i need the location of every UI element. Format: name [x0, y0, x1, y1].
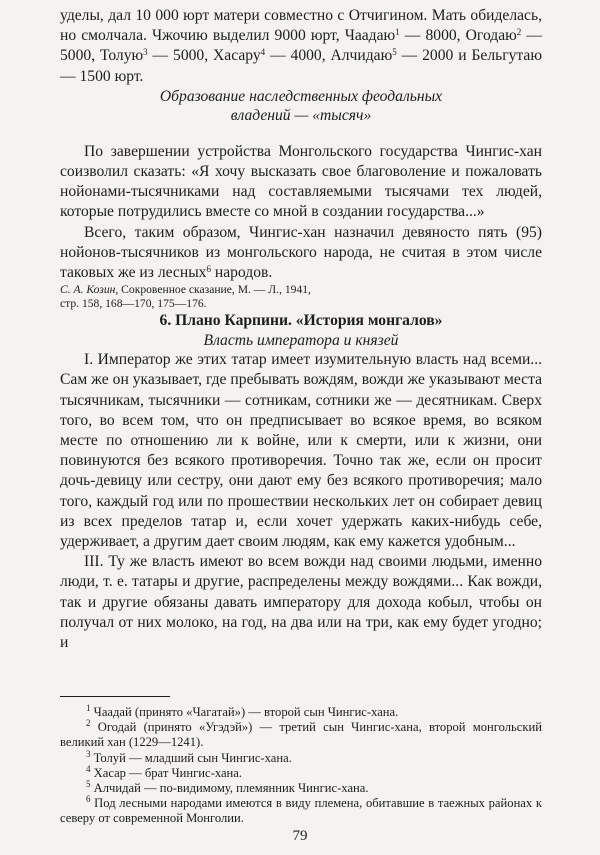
- footnote-marker-2: 2: [516, 27, 522, 38]
- footnote-marker-1: 1: [395, 27, 400, 38]
- paragraph-top: уделы, дал 10 000 юрт матери совместно с Отчигином. Мать обиделась, но смолчала. Чжочию выделил 9000 юрт, Чаадаю$^1$ — 8000, Огодаю$^2$ — 5000, Толую$^3$ — 5000, Хасару$^4$ — 4000, Алчидаю$^5$ — 2000 и Бельгутаю — 1500 юрт.: [60, 7, 542, 85]
- paragraph-summary: Всего, таким образом, Чингис-хан назначил девяносто пять (95) нойонов-тысячников из монгольского народа, не считая в этом числе таковых же из лесных$^6$ народов.: [60, 223, 542, 282]
- footnote-marker-4: 4: [260, 47, 266, 58]
- main-text: [60, 6, 542, 653]
- footnote-5: $^5$ Алчидай — по-видимому, племянник Чингис-хана.: [86, 779, 369, 796]
- section-heading: Образование наследственных феодальных владений — «тысяч»: [159, 87, 443, 124]
- footnote-3: $^3$ Толуй — младший сын Чингис-хана.: [86, 748, 292, 765]
- footnote-divider: [60, 696, 170, 697]
- footnote-6: $^6$ Под лесными народами имеются в виду племена, обитавшие в таежных районах к северу от современной Монголии.: [60, 794, 542, 826]
- footnote-marker-5: 5: [392, 47, 397, 58]
- footnote-1: $^1$ Чаадай (принято «Чагатай») — второй сын Чингис-хана.: [86, 703, 399, 719]
- chapter-title: 6. Плано Карпини. «История монгалов»: [159, 312, 443, 330]
- footnotes: [60, 696, 542, 827]
- source-citation: С. А. Козин, Сокровенное сказание, М. — Л., 1941, стр. 158, 168—170, 175—176.: [60, 283, 311, 311]
- subheading: Власть императора и князей: [203, 332, 399, 350]
- paragraph-decree: По завершении устройства Монгольского государства Чингис-хан соизволил сказать: «Я хочу высказать свое благоволение и пожаловать нойонами-тысячниками над составляемыми тысячами тех людей, которые потрудились вместе со мной в создании государства...»: [60, 142, 542, 221]
- paragraph-emperor: I. Император же этих татар имеет изумительную власть над всеми... Сам же он указывает, где пребывать вождям, вожди же указывают места тысячникам, тысячники — сотникам, сотники же — десятникам. Сверх того, во всем том, что он предписывает во всякое время, во всяком месте по отношению ли к войне, или к смерти, или к жизни, они повинуются без всякого противоречия. Точно так же, если он просит дочь-девицу или сестру, они дают ему без всякого противоречия; мало того, каждый год или по прошествии нескольких лет он собирает девиц из всех пределов татар и, если хочет удержать каких-нибудь себе, удерживает, а другим дает своим людям, как ему кажется удобным...: [60, 351, 542, 551]
- paragraph-leaders: III. Ту же власть имеют во всем вожди над своими людьми, именно люди, т. е. татары и другие, распределены между вождями... Как вожди, так и другие обязаны давать императору для дохода кобыл, чтобы он получал от них молоко, на год, на два или на три, как ему будет угодно; и: [60, 553, 542, 652]
- footnote-marker-3: 3: [143, 47, 148, 58]
- footnote-2: $^2$ Огодай (принято «Угэдэй») — третий сын Чингис-хана, второй монгольский великий хан (1229—1241).: [60, 718, 542, 750]
- footnote-marker-6: 6: [206, 264, 211, 275]
- page-number: 79: [292, 828, 308, 844]
- footnote-4: $^4$ Хасар — брат Чингис-хана.: [86, 763, 243, 780]
